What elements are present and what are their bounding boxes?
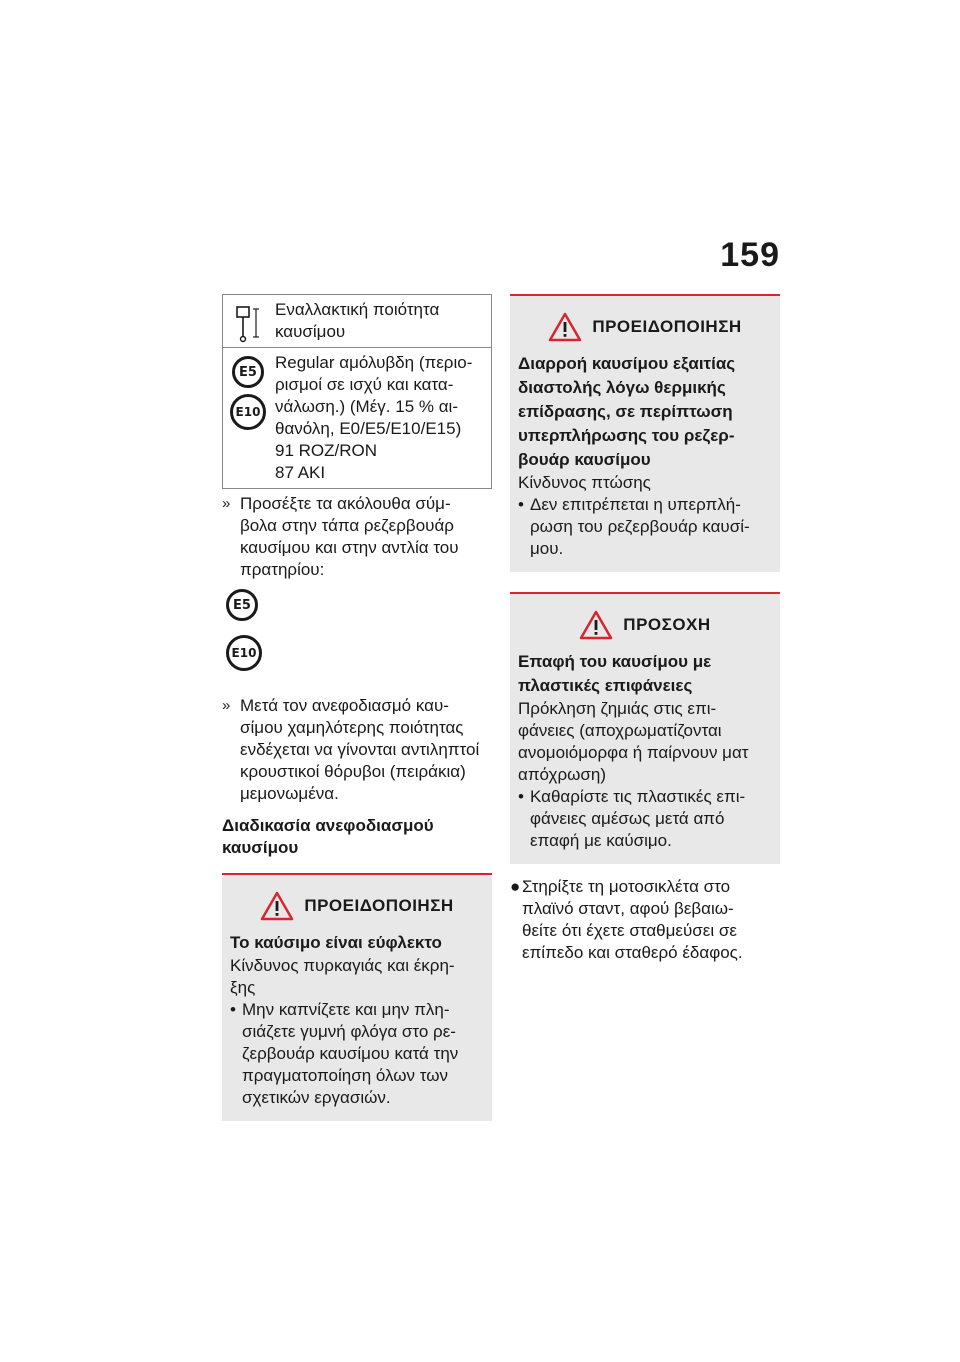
caution-text: Πρόκληση ζημιάς στις επι-: [518, 699, 717, 718]
warning-triangle-icon: [260, 891, 294, 921]
fuel-text-line: 91 ROZ/RON: [275, 441, 378, 460]
fuel-text-line: καυσίμου: [275, 322, 346, 341]
bullet-line: επαφή με καύσιμο.: [530, 831, 672, 850]
caution-title: πλαστικές επιφάνειες: [518, 676, 693, 695]
step-line: θείτε ότι έχετε σταθμεύσει σε: [522, 921, 737, 940]
instruction-symbols: [222, 493, 492, 581]
step-marker: ●: [510, 877, 521, 896]
bullet-line: Δεν επιτρέπεται η υπερπλή-: [530, 495, 741, 514]
warning-title: επίδρασης, σε περίπτωση: [518, 402, 733, 421]
warning-box-flammable: [222, 873, 492, 1121]
warning-label: ΠΡΟΕΙΔΟΠΟΙΗΣΗ: [592, 317, 742, 336]
instruction-line: ενδέχεται να γίνονται αντιληπτοί: [240, 740, 480, 759]
instruction-line: μεμονωμένα.: [240, 784, 339, 803]
instruction-line: πρατηρίου:: [240, 560, 325, 579]
bullet-line: σιάζετε γυμνή φλόγα στο ρε-: [242, 1022, 456, 1041]
fuel-text-line: Εναλλακτική ποιότητα: [275, 300, 440, 319]
fuel-text-line: 87 AKI: [275, 463, 326, 482]
warning-text: Κίνδυνος πτώσης: [518, 473, 651, 492]
bullet-line: φάνειες αμέσως μετά από: [530, 809, 725, 828]
caution-text: ανομοιόμορφα ή παίρνουν ματ: [518, 743, 749, 762]
bullet-line: πραγματοποίηση όλων των: [242, 1066, 449, 1085]
caution-label: ΠΡΟΣΟΧΗ: [623, 615, 711, 634]
instruction-line: βολα στην τάπα ρεζερβουάρ: [240, 516, 454, 535]
warning-title: Το καύσιμο είναι εύφλεκτο: [230, 933, 442, 952]
warning-title: Διαρροή καυσίμου εξαιτίας: [518, 354, 736, 373]
e10-badge-icon: E10: [226, 635, 262, 671]
section-heading: [222, 815, 492, 859]
step-line: επίπεδο και σταθερό έδαφος.: [522, 943, 743, 962]
caution-title: Επαφή του καυσίμου με: [518, 652, 712, 671]
heading-line: καυσίμου: [222, 838, 299, 857]
caution-text: απόχρωση): [518, 765, 607, 784]
fuel-row-regular: [223, 347, 491, 488]
e5-badge-icon: E5: [226, 589, 258, 621]
step-line: Στηρίξτε τη μοτοσικλέτα στο: [522, 877, 731, 896]
warning-title: υπερπλήρωσης του ρεζερ-: [518, 426, 735, 445]
bullet-line: σχετικών εργασιών.: [242, 1088, 391, 1107]
fuel-pump-icon: [234, 303, 262, 343]
warning-box-overfill: [510, 294, 780, 572]
fuel-text-line: νάλωση.) (Μέγ. 15 % αι-: [275, 397, 458, 416]
step-sidestand: [510, 876, 780, 964]
bullet-line: ζερβουάρ καυσίμου κατά την: [242, 1044, 459, 1063]
warning-bullet: • Δεν επιτρέπεται η υπερπλή- ρωση του ρεζερβουάρ καυσί- μου.: [518, 495, 750, 558]
heading-line: Διαδικασία ανεφοδιασμού: [222, 816, 434, 835]
caution-bullet: • Καθαρίστε τις πλαστικές επι- φάνειες αμέσως μετά από επαφή με καύσιμο.: [518, 787, 746, 850]
instruction-marker: »: [222, 697, 231, 714]
fuel-text-line: ρισμοί σε ισχύ και κατα-: [275, 375, 454, 394]
instruction-line: καυσίμου και στην αντλία του: [240, 538, 459, 557]
bullet-line: Μην καπνίζετε και μην πλη-: [242, 1000, 450, 1019]
left-column: [222, 294, 492, 1121]
warning-title: βουάρ καυσίμου: [518, 450, 651, 469]
e10-badge-icon: E10: [230, 394, 266, 430]
warning-text: ξης: [230, 978, 256, 997]
instruction-knocking: [222, 695, 492, 805]
right-column: [510, 294, 780, 964]
instruction-line: Προσέξτε τα ακόλουθα σύμ-: [240, 494, 451, 513]
caution-text: φάνειες (αποχρωματίζονται: [518, 721, 722, 740]
fuel-text-line: Regular αμόλυβδη (περιο-: [275, 353, 473, 372]
bullet-line: Καθαρίστε τις πλαστικές επι-: [530, 787, 746, 806]
fuel-table: [222, 294, 492, 489]
page-number: 159: [720, 236, 780, 274]
warning-title: διαστολής λόγω θερμικής: [518, 378, 726, 397]
instruction-line: Μετά τον ανεφοδιασμό καυ-: [240, 696, 449, 715]
warning-label: ΠΡΟΕΙΔΟΠΟΙΗΣΗ: [304, 896, 454, 915]
instruction-marker: »: [222, 495, 231, 512]
fuel-row-alternative: [223, 295, 491, 347]
fuel-symbols: [222, 581, 492, 691]
bullet-line: ρωση του ρεζερβουάρ καυσί-: [530, 517, 750, 536]
instruction-line: σίμου χαμηλότερης ποιότητας: [240, 718, 464, 737]
instruction-line: κρουστικοί θόρυβοι (πειράκια): [240, 762, 466, 781]
step-line: πλαϊνό σταντ, αφού βεβαιω-: [522, 899, 734, 918]
bullet-line: μου.: [530, 539, 564, 558]
e5-badge-icon: E5: [232, 356, 264, 388]
caution-box-plastic: [510, 592, 780, 864]
fuel-text-line: θανόλη, E0/E5/E10/E15): [275, 419, 462, 438]
warning-triangle-icon: [579, 610, 613, 640]
warning-bullet: • Μην καπνίζετε και μην πλη- σιάζετε γυμνή φλόγα στο ρε- ζερβουάρ καυσίμου κατά την πραγματοποίηση όλων των σχετικών εργασιών.: [230, 1000, 459, 1107]
warning-text: Κίνδυνος πυρκαγιάς και έκρη-: [230, 956, 455, 975]
warning-triangle-icon: [548, 312, 582, 342]
